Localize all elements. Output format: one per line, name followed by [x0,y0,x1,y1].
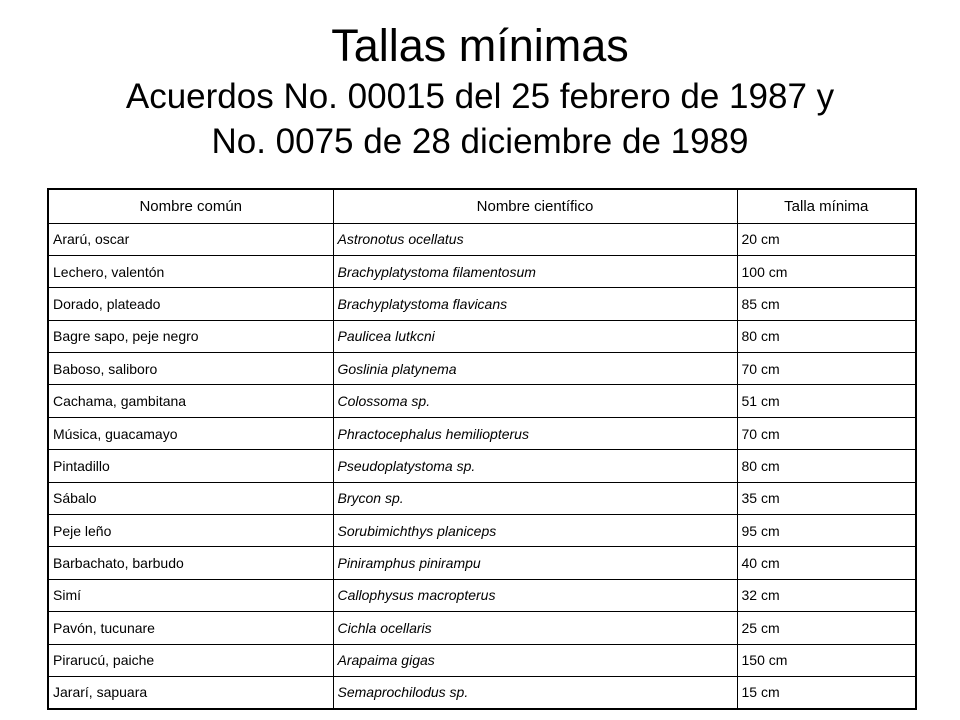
common-name-cell: Música, guacamayo [48,417,333,449]
table-row [48,223,916,255]
title-subtitle-line-2: No. 0075 de 28 diciembre de 1989 [211,122,749,161]
common-name-cell: Pirarucú, paiche [48,644,333,676]
minimum-size-cell: 80 cm [737,320,916,352]
table-row [48,353,916,385]
scientific-name-cell: Cichla ocellaris [333,612,737,644]
table-header-row [48,189,916,223]
minimum-size-cell: 40 cm [737,547,916,579]
scientific-name-cell: Brachyplatystoma flavicans [333,288,737,320]
minimum-size-cell: 15 cm [737,676,916,708]
header-minimum-size: Talla mínima [737,189,916,223]
common-name-cell: Peje leño [48,515,333,547]
scientific-name-cell: Piniramphus pinirampu [333,547,737,579]
table-row [48,612,916,644]
title-main: Tallas mínimas [331,20,629,71]
scientific-name-cell: Semaprochilodus sp. [333,676,737,708]
table-row [48,385,916,417]
minimum-size-cell: 25 cm [737,612,916,644]
header-scientific-name: Nombre científico [333,189,737,223]
scientific-name-cell: Pseudoplatystoma sp. [333,450,737,482]
common-name-cell: Ararú, oscar [48,223,333,255]
table-row [48,515,916,547]
scientific-name-cell: Sorubimichthys planiceps [333,515,737,547]
table-row [48,288,916,320]
scientific-name-cell: Paulicea lutkcni [333,320,737,352]
table-row [48,579,916,611]
scientific-name-cell: Phractocephalus hemiliopterus [333,417,737,449]
minimum-size-cell: 70 cm [737,353,916,385]
header-common-name: Nombre común [48,189,333,223]
table-row [48,450,916,482]
common-name-cell: Bagre sapo, peje negro [48,320,333,352]
slide-title [0,18,960,164]
scientific-name-cell: Brycon sp. [333,482,737,514]
common-name-cell: Jararí, sapuara [48,676,333,708]
scientific-name-cell: Callophysus macropterus [333,579,737,611]
minimum-size-cell: 85 cm [737,288,916,320]
table-row [48,547,916,579]
common-name-cell: Pintadillo [48,450,333,482]
table-row [48,417,916,449]
title-subtitle-line-1: Acuerdos No. 00015 del 25 febrero de 1987 y [125,77,835,116]
scientific-name-cell: Goslinia platynema [333,353,737,385]
common-name-cell: Pavón, tucunare [48,612,333,644]
table-row [48,255,916,287]
table-row [48,482,916,514]
table-row [48,676,916,708]
scientific-name-cell: Brachyplatystoma filamentosum [333,255,737,287]
common-name-cell: Lechero, valentón [48,255,333,287]
minimum-size-cell: 51 cm [737,385,916,417]
scientific-name-cell: Colossoma sp. [333,385,737,417]
minimum-size-cell: 80 cm [737,450,916,482]
table-row [48,644,916,676]
minimum-sizes-table [47,188,917,710]
minimum-size-cell: 32 cm [737,579,916,611]
common-name-cell: Simí [48,579,333,611]
common-name-cell: Baboso, saliboro [48,353,333,385]
minimum-size-cell: 70 cm [737,417,916,449]
common-name-cell: Cachama, gambitana [48,385,333,417]
scientific-name-cell: Arapaima gigas [333,644,737,676]
table-row [48,320,916,352]
scientific-name-cell: Astronotus ocellatus [333,223,737,255]
minimum-size-cell: 20 cm [737,223,916,255]
minimum-size-cell: 95 cm [737,515,916,547]
minimum-size-cell: 150 cm [737,644,916,676]
common-name-cell: Sábalo [48,482,333,514]
common-name-cell: Dorado, plateado [48,288,333,320]
common-name-cell: Barbachato, barbudo [48,547,333,579]
minimum-size-cell: 100 cm [737,255,916,287]
minimum-size-cell: 35 cm [737,482,916,514]
